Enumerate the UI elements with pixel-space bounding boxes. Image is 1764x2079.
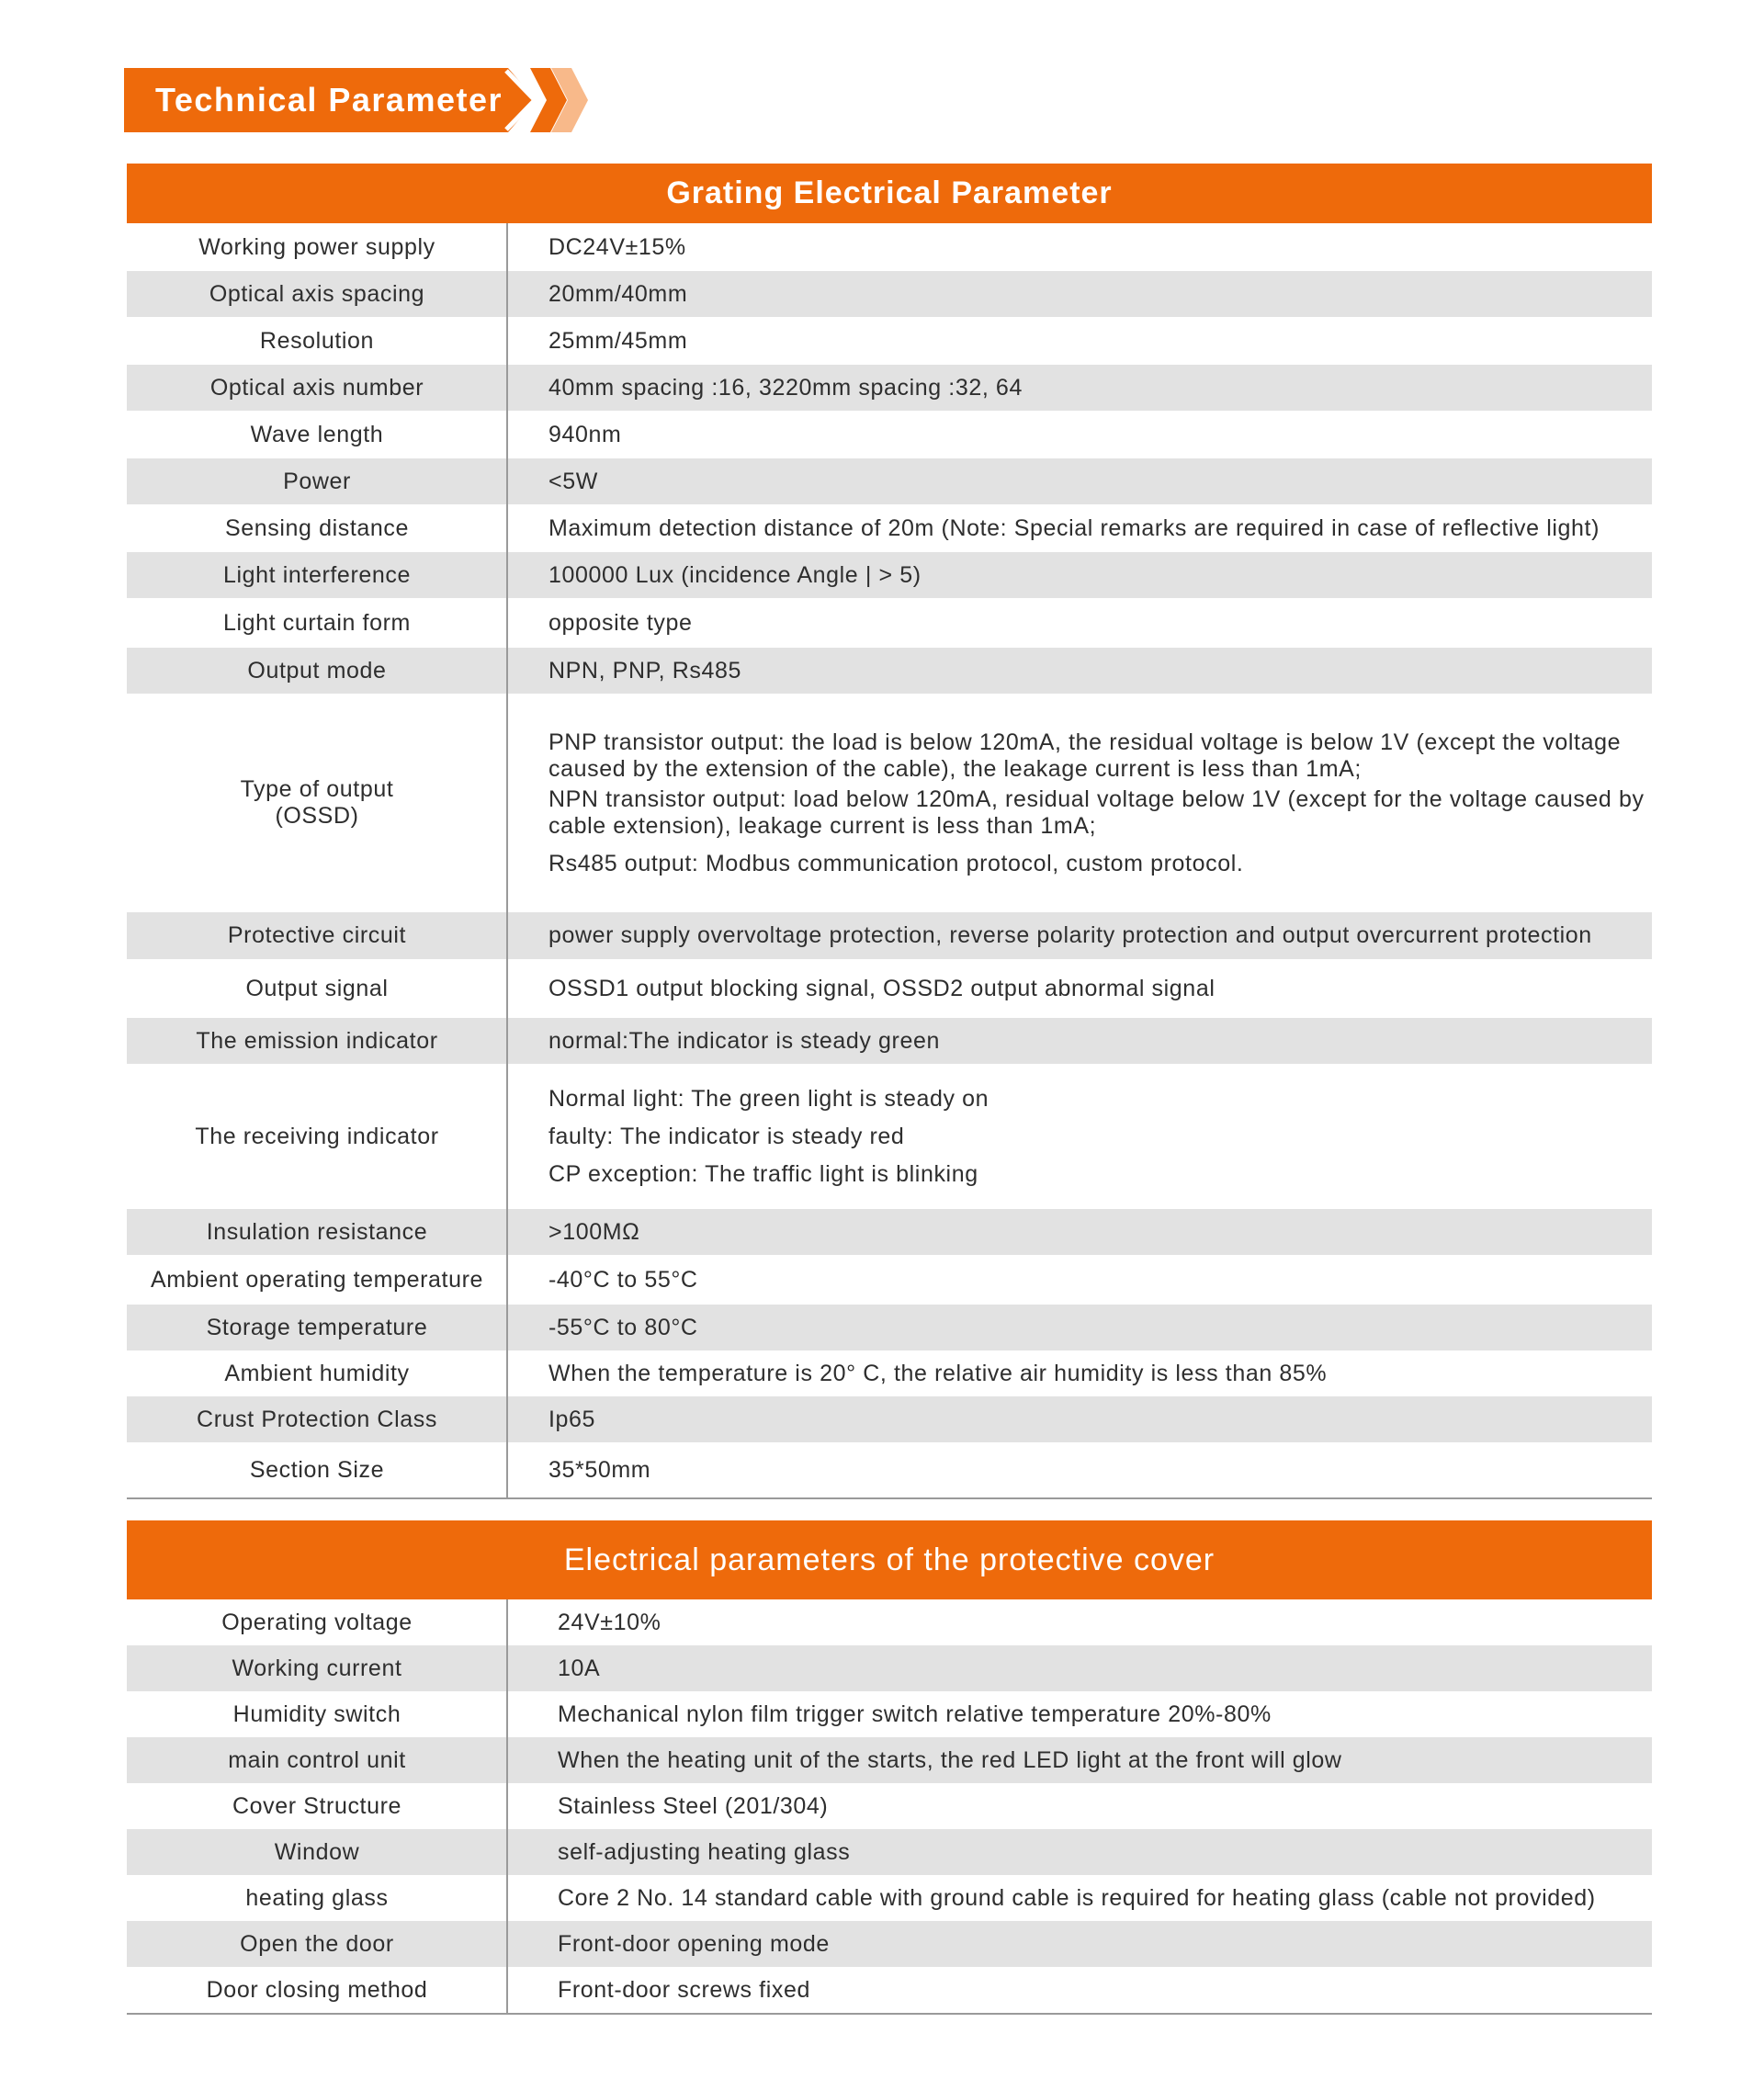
table-row bbox=[127, 1209, 1652, 1255]
row-label: Door closing method bbox=[206, 1976, 428, 2003]
table-row bbox=[127, 1396, 1652, 1442]
table-row bbox=[127, 271, 1652, 317]
row-label: Ambient operating temperature bbox=[150, 1266, 484, 1293]
row-value: power supply overvoltage protection, reverse polarity protection and output overcurrent protection bbox=[548, 922, 1592, 948]
banner-title: Technical Parameter bbox=[155, 81, 503, 119]
table-row bbox=[127, 1737, 1652, 1783]
row-label: Optical axis number bbox=[209, 374, 424, 401]
cover-parameter-table bbox=[127, 1520, 1652, 2015]
row-value-line: PNP transistor output: the load is below 120mA, the residual voltage is below 1V (except the voltage caused by the extension of the cable), the leakage current is less than 1mA; bbox=[548, 729, 1622, 782]
section-banner bbox=[124, 68, 602, 132]
row-value: -40°C to 55°C bbox=[548, 1266, 698, 1293]
row-value: NPN, PNP, Rs485 bbox=[548, 657, 742, 684]
table-row bbox=[127, 552, 1652, 598]
row-label: Storage temperature bbox=[206, 1314, 428, 1340]
row-label: main control unit bbox=[228, 1746, 406, 1773]
row-value: Front-door opening mode bbox=[558, 1930, 830, 1957]
table-row bbox=[127, 1691, 1652, 1737]
row-label: Sensing distance bbox=[224, 514, 409, 541]
row-label: Open the door bbox=[240, 1930, 394, 1957]
row-value-line: faulty: The indicator is steady red bbox=[548, 1123, 905, 1149]
row-value: OSSD1 output blocking signal, OSSD2 output abnormal signal bbox=[548, 975, 1216, 1001]
row-value: When the temperature is 20° C, the relative air humidity is less than 85% bbox=[548, 1360, 1328, 1386]
row-label: Output signal bbox=[245, 975, 389, 1001]
row-label: Power bbox=[283, 468, 351, 494]
table-row bbox=[127, 1829, 1652, 1875]
row-label: Protective circuit bbox=[227, 922, 407, 948]
row-label: Operating voltage bbox=[221, 1609, 413, 1635]
row-label: Window bbox=[274, 1838, 360, 1865]
row-value: normal:The indicator is steady green bbox=[548, 1027, 940, 1054]
cover-table-title: Electrical parameters of the protective cover bbox=[127, 1520, 1652, 1599]
row-label: Resolution bbox=[259, 327, 375, 354]
row-value-line: CP exception: The traffic light is blinking bbox=[548, 1160, 978, 1187]
table-row bbox=[127, 959, 1652, 1018]
table-row bbox=[127, 458, 1652, 504]
row-value: 940nm bbox=[548, 421, 622, 447]
row-value: When the heating unit of the starts, the red LED light at the front will glow bbox=[558, 1746, 1342, 1773]
table-row bbox=[127, 1018, 1652, 1064]
row-label: Light interference bbox=[223, 561, 411, 588]
row-label: The receiving indicator bbox=[195, 1123, 439, 1149]
table-row bbox=[127, 598, 1652, 648]
table-row bbox=[127, 1255, 1652, 1305]
row-value: Core 2 No. 14 standard cable with ground cable is required for heating glass (cable not provided) bbox=[558, 1884, 1596, 1911]
row-value: 35*50mm bbox=[548, 1456, 651, 1483]
row-value: <5W bbox=[548, 468, 598, 494]
table-row bbox=[127, 1645, 1652, 1691]
table-row bbox=[127, 1967, 1652, 2013]
row-label: Type of output (OSSD) bbox=[240, 776, 394, 829]
table-row bbox=[127, 648, 1652, 694]
row-value: 10A bbox=[558, 1655, 601, 1681]
row-label: heating glass bbox=[245, 1884, 389, 1911]
row-value: opposite type bbox=[548, 609, 693, 636]
row-label: Crust Protection Class bbox=[197, 1406, 437, 1432]
row-value: 25mm/45mm bbox=[548, 327, 688, 354]
row-value: Ip65 bbox=[548, 1406, 596, 1432]
row-value: 24V±10% bbox=[558, 1609, 662, 1635]
grating-table-title: Grating Electrical Parameter bbox=[127, 164, 1652, 223]
row-value bbox=[507, 694, 1652, 912]
table-row bbox=[127, 1783, 1652, 1829]
row-value-line: NPN transistor output: load below 120mA, residual voltage below 1V (except for the voltage caused by cable extension), leakage current is less than 1mA; bbox=[548, 785, 1645, 839]
row-label: Working power supply bbox=[198, 233, 435, 260]
row-label: Section Size bbox=[249, 1456, 385, 1483]
row-value-line: Normal light: The green light is steady on bbox=[548, 1085, 989, 1112]
row-label: The emission indicator bbox=[196, 1027, 438, 1054]
row-value: DC24V±15% bbox=[548, 233, 686, 260]
table-row bbox=[127, 1875, 1652, 1921]
grating-parameter-table bbox=[127, 164, 1652, 1499]
row-label: Wave length bbox=[250, 421, 384, 447]
table-row bbox=[127, 411, 1652, 458]
row-label: Optical axis spacing bbox=[209, 280, 425, 307]
row-value: 100000 Lux (incidence Angle | > 5) bbox=[548, 561, 922, 588]
row-label: Cover Structure bbox=[232, 1792, 402, 1819]
table-row bbox=[127, 1064, 1652, 1209]
row-value: Stainless Steel (201/304) bbox=[558, 1792, 829, 1819]
table-row bbox=[127, 912, 1652, 959]
table-row bbox=[127, 694, 1652, 912]
row-label: Output mode bbox=[247, 657, 387, 684]
table-row bbox=[127, 1350, 1652, 1396]
table-row bbox=[127, 504, 1652, 552]
table-row bbox=[127, 365, 1652, 411]
row-label: Humidity switch bbox=[232, 1700, 401, 1727]
row-label: Light curtain form bbox=[223, 609, 411, 636]
table-row bbox=[127, 1921, 1652, 1967]
row-value: >100MΩ bbox=[548, 1218, 640, 1245]
table-row bbox=[127, 1442, 1652, 1497]
row-value: -55°C to 80°C bbox=[548, 1314, 698, 1340]
row-value: self-adjusting heating glass bbox=[558, 1838, 851, 1865]
row-value bbox=[507, 1064, 1652, 1209]
row-label: Working current bbox=[232, 1655, 402, 1681]
row-value: Mechanical nylon film trigger switch relative temperature 20%-80% bbox=[558, 1700, 1272, 1727]
row-value: 40mm spacing :16, 3220mm spacing :32, 64 bbox=[548, 374, 1023, 401]
cover-table-body bbox=[127, 1599, 1652, 2015]
table-row bbox=[127, 317, 1652, 365]
row-value: 20mm/40mm bbox=[548, 280, 688, 307]
table-row bbox=[127, 1305, 1652, 1350]
row-label: Insulation resistance bbox=[206, 1218, 428, 1245]
table-row bbox=[127, 1599, 1652, 1645]
grating-table-body bbox=[127, 223, 1652, 1499]
row-value-line: Rs485 output: Modbus communication protocol, custom protocol. bbox=[548, 850, 1244, 876]
table-row bbox=[127, 223, 1652, 271]
row-label: Ambient humidity bbox=[224, 1360, 410, 1386]
row-value: Front-door screws fixed bbox=[558, 1976, 810, 2003]
row-value: Maximum detection distance of 20m (Note: Special remarks are required in case of reflective light) bbox=[548, 514, 1600, 541]
